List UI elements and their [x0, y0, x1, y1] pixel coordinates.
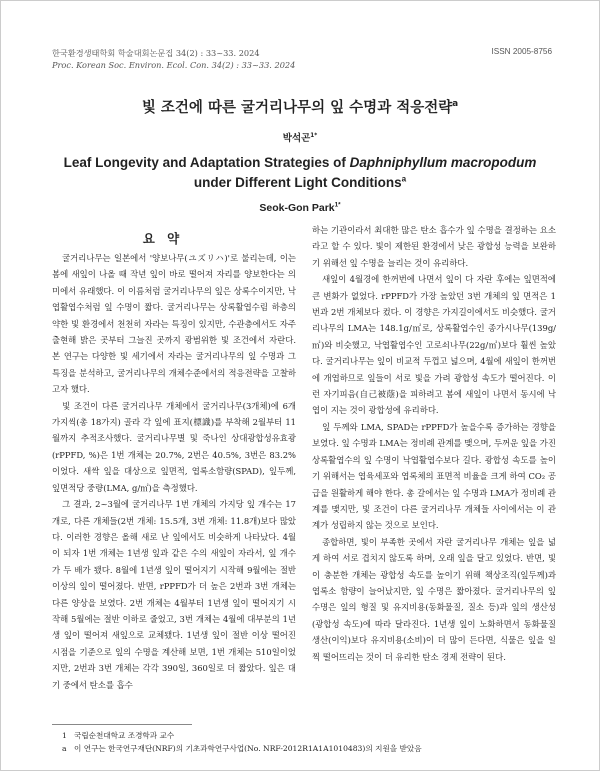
left-paragraph: 굴거리나무는 일본에서 '양보나무(ユズリハ)'로 불리는데, 이는 봄에 새잎이 나올 때 작년 잎이 바로 떨어져 자리를 양보한다는 의미에서 유래했다. 이 이름처럼 굴거리나무의 잎은 상록수이지만, 낙엽활엽수처럼 잎 수명이 짧다. 굴거리나무는 상록활엽수림 하층의 약한 빛 환경에서 천천히 자라는 특징이 있지만, 수관층에서도 자주 출현해 밝은 곳부터 그늘진 곳까지 광범위한 빛 조건에서 자란다. 본 연구는 다양한 빛 세기에서 자라는 굴거리나무의 잎 수명과 그 특징을 분석하고, 굴거리나무의 개체수준에서의 적응전략을 고찰하고자 했다.: [52, 253, 296, 395]
footnote-text: 이 연구는 한국연구재단(NRF)의 기초과학연구사업(No. NRF-2012R1A1A1010483)의 지원을 받았음: [74, 744, 422, 753]
title-korean: [0, 96, 600, 117]
footnote-mark: 1: [62, 731, 67, 740]
footnote-text: 국립순천대학교 조경학과 교수: [74, 731, 175, 740]
right-paragraph: 종합하면, 빛이 부족한 곳에서 자란 굴거리나무 개체는 잎을 넓게 하여 서로 겹치지 않도록 하며, 오래 잎을 달고 있었다. 반면, 빛이 충분한 개체는 광합성 속도를 높이기 위해 책상조직(잎두께)과 엽록소 함량이 늘어났지만, 잎 수명은 짧아졌다. 굴거리나무의 잎 수명은 잎의 형질 및 유지비용(동화물질, 질소 등)과 잎의 생산성(광합성 속도)에 따라 달라진다. 1년생 잎이 노화하면서 동화물질 생산(이익)보다 유지비용(소비)이 더 많이 든다면, 식물은 잎을 일찍 떨어뜨리는 것이 더 유리한 탄소 경제 전략이 된다.: [312, 536, 556, 662]
right-paragraph: 잎 두께와 LMA, SPAD는 rPPFD가 높을수록 증가하는 경향을 보였다. 잎 수명과 LMA는 정비례 관계를 맺으며, 두꺼운 잎을 가진 상록활엽수의 잎 수명이 낙엽활엽수보다 길다. 광합성 속도를 높이기 위해서는 엽육세포와 엽록체의 표면적 비율을 크게 하여 CO₂ 공급을 원활하게 해야 한다. 총 갈에서는 잎 수명과 LMA가 정비례 관계를 맺지만, 빛 조건이 다른 굴거리나무 개체들 사이에서는 이 관계가 성립하지 않는 것으로 보인다.: [312, 421, 556, 531]
footnotes: [62, 729, 562, 755]
title-english-species: Daphniphyllum macropodum: [349, 155, 537, 170]
title-korean-sup: a: [452, 99, 459, 110]
author-english: [0, 202, 600, 214]
title-korean-text: 빛 조건에 따른 굴거리나무의 잎 수명과 적응전략: [141, 100, 453, 116]
footnote-rule: [52, 724, 192, 725]
right-column: [312, 222, 556, 665]
title-english-part2: under Different Light Conditions: [193, 175, 402, 190]
footnote-mark: a: [62, 744, 67, 753]
issn: ISSN 2005-8756: [491, 47, 552, 56]
author-korean-sup: 1*: [310, 132, 318, 139]
title-english: [60, 153, 540, 193]
journal-citation-ko: 한국환경생태학회 학술대회논문집 34(2) : 33~33. 2024: [52, 48, 260, 58]
author-korean: [0, 130, 600, 144]
journal-citation-en: Proc. Korean Soc. Environ. Ecol. Con. 34(2) : 33~33. 2024: [52, 60, 296, 70]
author-korean-name: 박석곤: [282, 133, 311, 144]
left-paragraph: 빛 조건이 다른 굴거리나무 개체에서 굴거리나무(3개체)에 6개 가지씩(총 18가지) 골라 각 잎에 표지(標識)를 부착해 2월부터 11월까지 추적조사했다. 굴거리나무별 및 죽나인 상대광합성유효광(rPPFD, %)은 1번 개체는 20.7%, 2번은 40.5%, 3번은 83.2%이었다. 새싹 잎을 대상으로 잎면적, 엽록소함량(SPAD), 잎두께, 잎면적당 중량(LMA, g/㎡)을 측정했다.: [52, 400, 296, 493]
footnote-funding: [62, 742, 562, 755]
title-english-part1: Leaf Longevity and Adaptation Strategies of: [63, 155, 350, 170]
right-paragraph: 새잎이 4월경에 한꺼번에 나면서 잎이 다 자란 후에는 잎면적에 큰 변화가 없었다. rPPFD가 가장 높았던 3번 개체의 잎 면적은 1번과 2번 개체보다 컸다. 이 경향은 가지길이에서도 비슷했다. 굴거리나무의 LMA는 148.1g/㎡로, 상록활엽수인 종가시나무(139g/㎡)와 비슷했고, 낙엽활엽수인 고로쇠나무(22g/㎡)보다 훨씬 높았다. 굴거리나무는 잎이 비교적 두껍고 넓으며, 4월에 새잎이 한꺼번에 개엽하므로 잎들이 서로 빛을 가려 광합성 속도가 떨어진다. 이런 자기피음(自己被蔭)을 피하려고 봄에 새잎이 나면서 동시에 낙엽이 지는 것이 광합성에 유리하다.: [312, 274, 556, 416]
journal-header: [52, 47, 295, 71]
abstract-heading: 요 약: [142, 231, 184, 246]
left-paragraph: 그 결과, 2~3월에 굴거리나무 1번 개체의 가지당 잎 개수는 17개로, 다른 개체들(2번 개체: 15.5개, 3번 개체: 11.8개)보다 많았다. 이러한 경향은 올해 새로 난 잎에서도 비슷하게 나타났다. 4월이 되자 1번 개체는 1년생 잎과 같은 수의 새잎이 자라서, 잎 개수가 두 배가 됐다. 8월에 1년생 잎이 떨어지기 시작해 9월에는 절반 이상의 잎이 떨어졌다. 반면, rPPFD가 더 높은 2번과 3번 개체는 다른 양상을 보였다. 2번 개체는 4월부터 1년생 잎이 떨어지기 시작해 5월에는 절반 이하로 줄었고, 3번 개체는 4월에 대부분의 1년생 잎이 떨어져 새잎으로 교체됐다. 1년생 잎이 절반 이상 떨어진 시점을 기준으로 잎의 수명을 계산해 보면, 1번 개체는 510일이었지만, 2번과 3번 개체는 각각 390일, 360일로 더 짧았다. 잎은 대기 중에서 탄소를 흡수: [52, 499, 296, 690]
title-english-sup: a: [401, 174, 407, 184]
left-column: [52, 250, 296, 693]
right-paragraph: 하는 기관이라서 최대한 많은 탄소 흡수가 잎 수명을 결정하는 요소라고 할 수 있다. 빛이 제한된 환경에서 낮은 광합성 능력을 보완하기 위해선 잎 수명을 늘리는 것이 유리하다.: [312, 225, 556, 268]
author-english-name: Seok-Gon Park: [259, 202, 335, 214]
footnote-affiliation: [62, 729, 562, 742]
author-english-sup: 1*: [334, 201, 341, 209]
